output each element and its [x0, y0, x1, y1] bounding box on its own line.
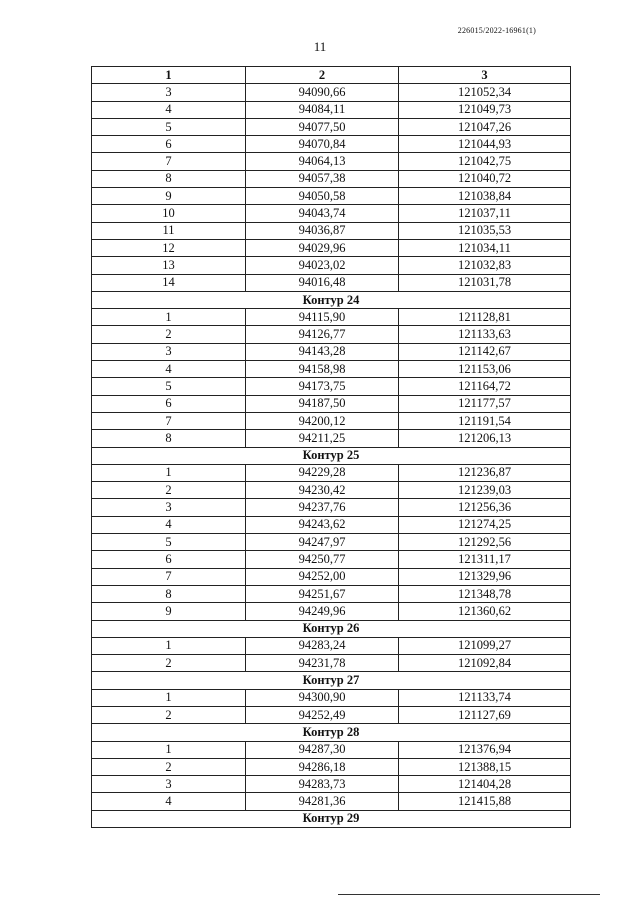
table-row	[92, 412, 571, 429]
x-coordinate-cell: 94036,87	[246, 222, 399, 239]
y-coordinate-cell: 121274,25	[399, 516, 571, 533]
y-coordinate-cell: 121034,11	[399, 239, 571, 256]
y-coordinate-cell: 121311,17	[399, 551, 571, 568]
y-coordinate-cell: 121127,69	[399, 706, 571, 723]
point-number-cell: 9	[92, 603, 246, 620]
y-coordinate-cell: 121038,84	[399, 188, 571, 205]
point-number-cell: 7	[92, 568, 246, 585]
y-coordinate-cell: 121099,27	[399, 637, 571, 654]
x-coordinate-cell: 94237,76	[246, 499, 399, 516]
table-row	[92, 551, 571, 568]
contour-heading: Контур 29	[92, 810, 571, 827]
table-row	[92, 793, 571, 810]
y-coordinate-cell: 121191,54	[399, 412, 571, 429]
point-number-cell: 11	[92, 222, 246, 239]
contour-heading-row	[92, 724, 571, 741]
point-number-cell: 1	[92, 637, 246, 654]
point-number-cell: 5	[92, 118, 246, 135]
point-number-cell: 3	[92, 84, 246, 101]
y-coordinate-cell: 121047,26	[399, 118, 571, 135]
point-number-cell: 2	[92, 482, 246, 499]
point-number-cell: 10	[92, 205, 246, 222]
x-coordinate-cell: 94251,67	[246, 585, 399, 602]
x-coordinate-cell: 94252,00	[246, 568, 399, 585]
header-col-2: 2	[246, 67, 399, 84]
table-row	[92, 482, 571, 499]
y-coordinate-cell: 121133,63	[399, 326, 571, 343]
x-coordinate-cell: 94084,11	[246, 101, 399, 118]
point-number-cell: 7	[92, 153, 246, 170]
table-row	[92, 689, 571, 706]
y-coordinate-cell: 121040,72	[399, 170, 571, 187]
point-number-cell: 13	[92, 257, 246, 274]
contour-heading: Контур 26	[92, 620, 571, 637]
point-number-cell: 6	[92, 551, 246, 568]
table-row	[92, 516, 571, 533]
x-coordinate-cell: 94247,97	[246, 534, 399, 551]
table-row	[92, 343, 571, 360]
point-number-cell: 6	[92, 136, 246, 153]
y-coordinate-cell: 121404,28	[399, 776, 571, 793]
y-coordinate-cell: 121142,67	[399, 343, 571, 360]
contour-heading-row	[92, 447, 571, 464]
y-coordinate-cell: 121037,11	[399, 205, 571, 222]
x-coordinate-cell: 94173,75	[246, 378, 399, 395]
point-number-cell: 2	[92, 706, 246, 723]
document-reference: 226015/2022-16961(1)	[457, 26, 536, 35]
point-number-cell: 3	[92, 776, 246, 793]
x-coordinate-cell: 94126,77	[246, 326, 399, 343]
x-coordinate-cell: 94050,58	[246, 188, 399, 205]
table-row	[92, 274, 571, 291]
table-row	[92, 222, 571, 239]
header-col-1: 1	[92, 67, 246, 84]
point-number-cell: 5	[92, 378, 246, 395]
x-coordinate-cell: 94064,13	[246, 153, 399, 170]
table-row	[92, 741, 571, 758]
contour-heading-row	[92, 810, 571, 827]
y-coordinate-cell: 121035,53	[399, 222, 571, 239]
x-coordinate-cell: 94043,74	[246, 205, 399, 222]
table-row	[92, 499, 571, 516]
y-coordinate-cell: 121052,34	[399, 84, 571, 101]
table-row	[92, 534, 571, 551]
y-coordinate-cell: 121236,87	[399, 464, 571, 481]
x-coordinate-cell: 94283,73	[246, 776, 399, 793]
point-number-cell: 1	[92, 689, 246, 706]
point-number-cell: 6	[92, 395, 246, 412]
contour-heading: Контур 27	[92, 672, 571, 689]
y-coordinate-cell: 121329,96	[399, 568, 571, 585]
bottom-divider	[338, 894, 600, 895]
x-coordinate-cell: 94287,30	[246, 741, 399, 758]
table-row	[92, 205, 571, 222]
x-coordinate-cell: 94057,38	[246, 170, 399, 187]
point-number-cell: 2	[92, 655, 246, 672]
point-number-cell: 8	[92, 430, 246, 447]
y-coordinate-cell: 121376,94	[399, 741, 571, 758]
x-coordinate-cell: 94211,25	[246, 430, 399, 447]
table-row	[92, 118, 571, 135]
table-row	[92, 568, 571, 585]
y-coordinate-cell: 121292,56	[399, 534, 571, 551]
x-coordinate-cell: 94300,90	[246, 689, 399, 706]
x-coordinate-cell: 94016,48	[246, 274, 399, 291]
y-coordinate-cell: 121388,15	[399, 758, 571, 775]
point-number-cell: 4	[92, 793, 246, 810]
contour-heading-row	[92, 291, 571, 308]
y-coordinate-cell: 121049,73	[399, 101, 571, 118]
y-coordinate-cell: 121031,78	[399, 274, 571, 291]
point-number-cell: 7	[92, 412, 246, 429]
y-coordinate-cell: 121092,84	[399, 655, 571, 672]
x-coordinate-cell: 94143,28	[246, 343, 399, 360]
x-coordinate-cell: 94029,96	[246, 239, 399, 256]
table-row	[92, 361, 571, 378]
table-row	[92, 239, 571, 256]
point-number-cell: 3	[92, 499, 246, 516]
x-coordinate-cell: 94230,42	[246, 482, 399, 499]
table-row	[92, 84, 571, 101]
x-coordinate-cell: 94252,49	[246, 706, 399, 723]
x-coordinate-cell: 94243,62	[246, 516, 399, 533]
point-number-cell: 1	[92, 741, 246, 758]
point-number-cell: 4	[92, 361, 246, 378]
table-row	[92, 395, 571, 412]
page-number: 11	[313, 39, 327, 54]
x-coordinate-cell: 94250,77	[246, 551, 399, 568]
x-coordinate-cell: 94229,28	[246, 464, 399, 481]
table-row	[92, 655, 571, 672]
x-coordinate-cell: 94090,66	[246, 84, 399, 101]
table-row	[92, 603, 571, 620]
x-coordinate-cell: 94283,24	[246, 637, 399, 654]
x-coordinate-cell: 94187,50	[246, 395, 399, 412]
x-coordinate-cell: 94115,90	[246, 309, 399, 326]
x-coordinate-cell: 94231,78	[246, 655, 399, 672]
table-row	[92, 309, 571, 326]
point-number-cell: 9	[92, 188, 246, 205]
contour-heading-row	[92, 620, 571, 637]
point-number-cell: 2	[92, 758, 246, 775]
point-number-cell: 4	[92, 101, 246, 118]
point-number-cell: 1	[92, 464, 246, 481]
table-row	[92, 706, 571, 723]
contour-heading: Контур 25	[92, 447, 571, 464]
y-coordinate-cell: 121256,36	[399, 499, 571, 516]
header-col-3: 3	[399, 67, 571, 84]
x-coordinate-cell: 94023,02	[246, 257, 399, 274]
table-row	[92, 136, 571, 153]
table-row	[92, 378, 571, 395]
y-coordinate-cell: 121164,72	[399, 378, 571, 395]
table-row	[92, 170, 571, 187]
point-number-cell: 4	[92, 516, 246, 533]
x-coordinate-cell: 94249,96	[246, 603, 399, 620]
table-row	[92, 326, 571, 343]
table-body	[92, 84, 571, 828]
point-number-cell: 8	[92, 170, 246, 187]
table-row	[92, 758, 571, 775]
point-number-cell: 5	[92, 534, 246, 551]
y-coordinate-cell: 121032,83	[399, 257, 571, 274]
point-number-cell: 1	[92, 309, 246, 326]
contour-heading-row	[92, 672, 571, 689]
x-coordinate-cell: 94070,84	[246, 136, 399, 153]
y-coordinate-cell: 121415,88	[399, 793, 571, 810]
table-row	[92, 101, 571, 118]
y-coordinate-cell: 121177,57	[399, 395, 571, 412]
table-row	[92, 257, 571, 274]
table-row	[92, 464, 571, 481]
y-coordinate-cell: 121348,78	[399, 585, 571, 602]
point-number-cell: 14	[92, 274, 246, 291]
table-row	[92, 188, 571, 205]
point-number-cell: 12	[92, 239, 246, 256]
y-coordinate-cell: 121239,03	[399, 482, 571, 499]
y-coordinate-cell: 121360,62	[399, 603, 571, 620]
y-coordinate-cell: 121128,81	[399, 309, 571, 326]
y-coordinate-cell: 121042,75	[399, 153, 571, 170]
table-row	[92, 776, 571, 793]
contour-heading: Контур 28	[92, 724, 571, 741]
table-row	[92, 430, 571, 447]
table-row	[92, 637, 571, 654]
coordinates-table	[91, 66, 571, 828]
y-coordinate-cell: 121133,74	[399, 689, 571, 706]
y-coordinate-cell: 121044,93	[399, 136, 571, 153]
x-coordinate-cell: 94200,12	[246, 412, 399, 429]
point-number-cell: 3	[92, 343, 246, 360]
x-coordinate-cell: 94281,36	[246, 793, 399, 810]
x-coordinate-cell: 94077,50	[246, 118, 399, 135]
x-coordinate-cell: 94158,98	[246, 361, 399, 378]
table-row	[92, 585, 571, 602]
point-number-cell: 8	[92, 585, 246, 602]
x-coordinate-cell: 94286,18	[246, 758, 399, 775]
contour-heading: Контур 24	[92, 291, 571, 308]
y-coordinate-cell: 121153,06	[399, 361, 571, 378]
table-row	[92, 153, 571, 170]
point-number-cell: 2	[92, 326, 246, 343]
table-header-row	[92, 67, 571, 84]
y-coordinate-cell: 121206,13	[399, 430, 571, 447]
